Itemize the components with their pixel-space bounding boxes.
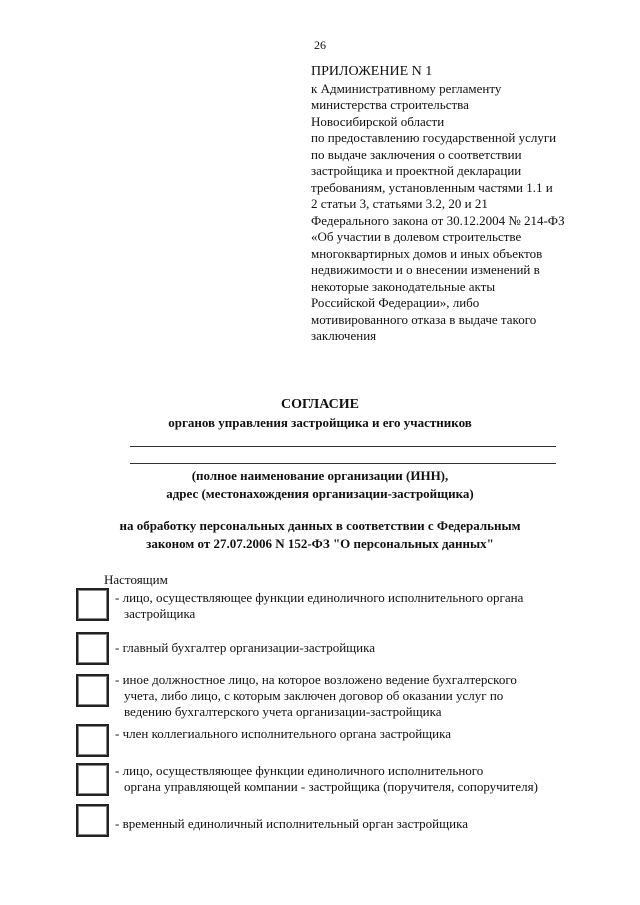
consent-line: законом от 27.07.2006 N 152-ФЗ "О персональных данных": [146, 536, 494, 551]
appendix-line: некоторые законодательные акты: [311, 278, 496, 294]
appendix-line: министерства строительства: [311, 97, 469, 112]
checkbox[interactable]: [76, 763, 109, 796]
appendix-line: Новосибирской области: [311, 113, 445, 129]
option-text: органа управляющей компании - застройщика (поручителя, сопоручителя): [124, 779, 538, 794]
appendix-line: требованиям, установленным частями 1.1 и: [311, 179, 553, 195]
org-name-blank-line: [130, 446, 556, 447]
appendix-heading: ПРИЛОЖЕНИЕ N 1: [311, 64, 433, 79]
option-text: учета, либо лицо, с которым заключен договор об оказании услуг по: [124, 688, 504, 703]
option-text: - лицо, осуществляющее функции единоличного исполнительного органа: [115, 590, 524, 605]
org-caption-line: (полное наименование организации (ИНН),: [191, 468, 449, 483]
page-number: 26: [314, 38, 326, 52]
intro-text: Настоящим: [104, 572, 168, 587]
appendix-line: к Административному регламенту: [311, 80, 502, 96]
org-field-caption: [0, 467, 640, 503]
checkbox[interactable]: [76, 724, 109, 757]
appendix-line: многоквартирных домов и иных объектов: [311, 245, 543, 261]
checkbox[interactable]: [76, 674, 109, 707]
option-text: - член коллегиального исполнительного органа застройщика: [115, 726, 452, 741]
appendix-line: 2 статьи 3, статьями 3.2, 20 и 21: [311, 196, 488, 211]
document-subtitle: органов управления застройщика и его участников: [168, 415, 472, 430]
appendix-line: Федерального закона от 30.12.2004 № 214-ФЗ: [311, 212, 565, 228]
document-title: СОГЛАСИЕ: [281, 397, 359, 412]
option-text: - главный бухгалтер организации-застройщика: [115, 640, 376, 655]
org-caption-line: адрес (местонахождения организации-застройщика): [166, 486, 474, 501]
appendix-line: Российской Федерации», либо: [311, 295, 480, 310]
option-text: - временный единоличный исполнительный орган застройщика: [115, 816, 468, 831]
appendix-line: застройщика и проектной декларации: [311, 163, 522, 178]
appendix-line: заключения: [311, 328, 377, 343]
option-text: ведению бухгалтерского учета организации-застройщика: [124, 704, 442, 719]
appendix-line: по выдаче заключения о соответствии: [311, 146, 522, 162]
appendix-line: недвижимости и о внесении изменений в: [311, 262, 540, 277]
consent-heading: [0, 517, 640, 553]
consent-line: на обработку персональных данных в соответствии с Федеральным: [119, 518, 521, 533]
appendix-block: [311, 64, 611, 345]
checkbox[interactable]: [76, 588, 109, 621]
appendix-line: мотивированного отказа в выдаче такого: [311, 311, 537, 327]
appendix-line: «Об участии в долевом строительстве: [311, 229, 522, 244]
org-address-blank-line: [130, 463, 556, 464]
option-text: - лицо, осуществляющее функции единоличного исполнительного: [115, 763, 484, 778]
checkbox[interactable]: [76, 632, 109, 665]
checkbox[interactable]: [76, 804, 109, 837]
option-text: застройщика: [124, 606, 196, 621]
option-text: - иное должностное лицо, на которое возложено ведение бухгалтерского: [115, 672, 517, 687]
appendix-line: по предоставлению государственной услуги: [311, 130, 557, 145]
